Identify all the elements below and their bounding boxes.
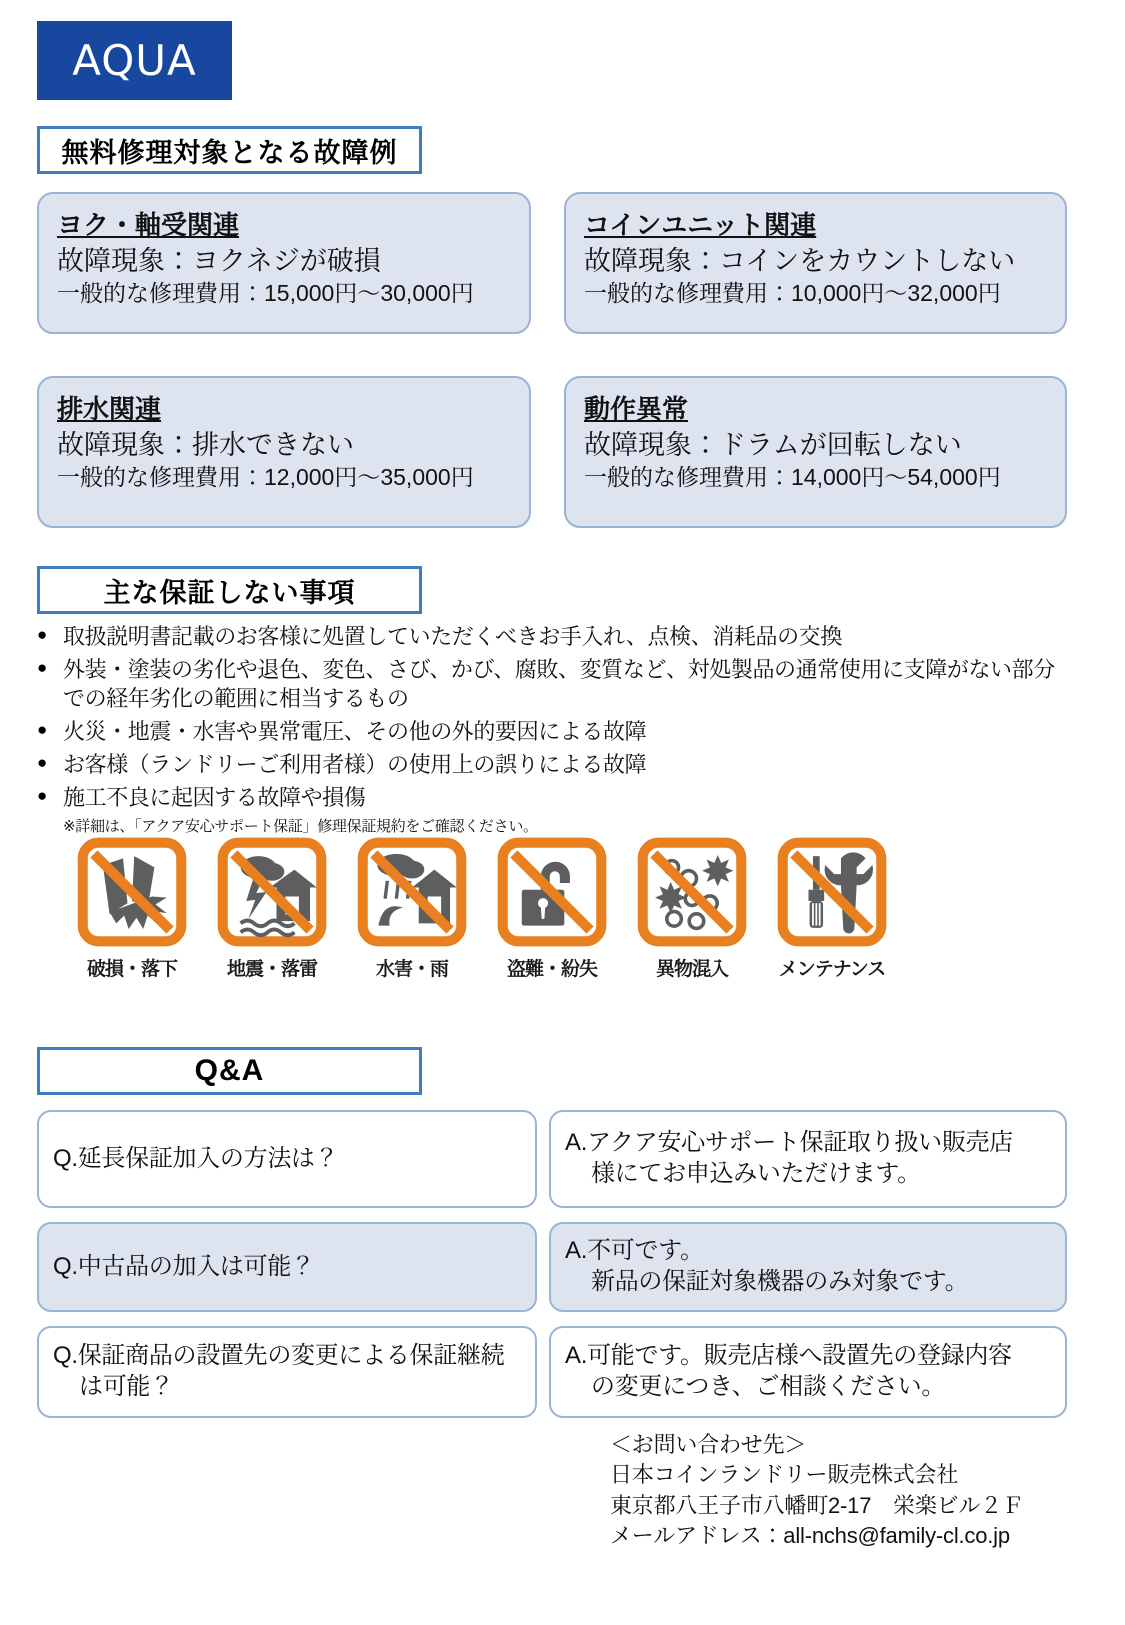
list-item	[37, 717, 1057, 746]
qa-question-line: は可能？	[79, 1373, 174, 1400]
qa-answer-cell	[549, 1326, 1067, 1418]
qa-row	[37, 1110, 1067, 1208]
prohibition-icon-cell	[216, 836, 328, 981]
aqua-logo-text: AQUA	[72, 35, 197, 85]
earthquake-lightning-icon	[216, 836, 328, 948]
failure-example-card	[37, 376, 531, 528]
qa-question-text	[53, 1341, 504, 1402]
exclusion-text: 火災・地震・水害や異常電圧、その他の外的要因による故障	[63, 719, 647, 745]
foreign-object-icon	[636, 836, 748, 948]
qa-answer-line: の変更につき、ご相談ください。	[591, 1373, 946, 1400]
qa-answer-text	[565, 1236, 968, 1297]
prohibition-icon-cell	[636, 836, 748, 981]
list-item	[37, 622, 1057, 651]
qa-row	[37, 1222, 1067, 1312]
qa-question-cell	[37, 1326, 537, 1418]
prohibition-icon-strip	[76, 836, 956, 981]
section-banner-not-covered	[37, 566, 422, 614]
failure-card-title: 動作異常	[584, 394, 689, 424]
exclusion-text: お客様（ランドリーご利用者様）の使用上の誤りによる故障	[63, 752, 647, 778]
qa-answer-cell	[549, 1110, 1067, 1208]
qa-answer-line: A.アクア安心サポート保証取り扱い販売店	[565, 1129, 1013, 1157]
failure-card-title: ヨク・軸受関連	[57, 210, 240, 240]
section-banner-free-repair	[37, 126, 422, 174]
prohibition-icon-caption: 水害・雨	[375, 959, 448, 980]
list-item	[37, 655, 1057, 713]
prohibition-icon-caption: メンテナンス	[778, 959, 886, 980]
bullet-icon: ●	[37, 625, 48, 644]
prohibition-icon-cell	[776, 836, 888, 981]
exclusion-footnote: ※詳細は、「アクア安心サポート保証」修理保証規約をご確認ください。	[63, 818, 538, 836]
failure-example-card	[564, 376, 1067, 528]
prohibition-icon-caption: 盗難・紛失	[506, 959, 597, 980]
contact-email: メールアドレス：all-nchs@family-cl.co.jp	[610, 1523, 1010, 1549]
qa-row	[37, 1326, 1067, 1418]
prohibition-icon-caption: 異物混入	[655, 959, 728, 980]
prohibition-icon-caption: 地震・落雷	[226, 959, 317, 980]
theft-loss-icon	[496, 836, 608, 948]
maintenance-icon	[776, 836, 888, 948]
failure-card-symptom: 故障現象：ヨクネジが破損	[57, 245, 381, 276]
failure-example-card	[564, 192, 1067, 334]
contact-address: 東京都八王子市八幡町2-17 栄楽ビル２Ｆ	[610, 1492, 1024, 1518]
exclusion-text: 施工不良に起因する故障や損傷	[63, 785, 366, 811]
qa-answer-line: 様にてお申込みいただけます。	[591, 1160, 921, 1187]
qa-question-cell	[37, 1110, 537, 1208]
qa-answer-text	[565, 1341, 1012, 1402]
qa-question-cell	[37, 1222, 537, 1312]
flood-rain-icon	[356, 836, 468, 948]
failure-card-cost: 一般的な修理費用：10,000円～32,000円	[584, 280, 1001, 307]
qa-answer-cell	[549, 1222, 1067, 1312]
failure-card-symptom: 故障現象：排水できない	[57, 429, 354, 460]
bullet-icon: ●	[37, 658, 48, 678]
contact-block	[610, 1430, 1080, 1551]
section-banner-qa	[37, 1047, 422, 1095]
failure-card-cost: 一般的な修理費用：14,000円～54,000円	[584, 464, 1001, 491]
qa-question-text: Q.延長保証加入の方法は？	[53, 1144, 339, 1172]
prohibition-icon-caption: 破損・落下	[86, 959, 177, 980]
section-banner-qa-label: Q&A	[194, 1054, 265, 1087]
qa-answer-line: A.不可です。	[565, 1237, 704, 1265]
failure-card-cost: 一般的な修理費用：12,000円～35,000円	[57, 464, 474, 491]
failure-card-symptom: 故障現象：ドラムが回転しない	[584, 429, 962, 460]
list-item	[37, 750, 1057, 779]
contact-company: 日本コインランドリー販売株式会社	[610, 1462, 959, 1488]
failure-example-card	[37, 192, 531, 334]
aqua-logo	[37, 21, 232, 100]
contact-heading: ＜お問い合わせ先＞	[610, 1432, 807, 1457]
bullet-icon: ●	[37, 720, 48, 740]
section-banner-not-covered-label: 主な保証しない事項	[103, 577, 356, 608]
exclusion-text: 外装・塗装の劣化や退色、変色、さび、かび、腐敗、変質など、対処製品の通常使用に支障がない部分での経年劣化の範囲に相当するもの	[63, 657, 1055, 712]
prohibition-icon-cell	[356, 836, 468, 981]
section-banner-free-repair-label: 無料修理対象となる故障例	[61, 137, 398, 168]
qa-answer-text	[565, 1128, 1013, 1189]
exclusion-text: 取扱説明書記載のお客様に処置していただくべきお手入れ、点検、消耗品の交換	[63, 624, 842, 649]
bullet-icon: ●	[37, 786, 48, 806]
bullet-icon: ●	[37, 753, 48, 773]
qa-question-text: Q.中古品の加入は可能？	[53, 1252, 315, 1280]
qa-question-line: Q.保証商品の設置先の変更による保証継続	[53, 1342, 505, 1370]
exclusion-list	[37, 622, 1057, 836]
prohibition-icon-cell	[496, 836, 608, 981]
broken-drop-icon	[76, 836, 188, 948]
list-item	[37, 783, 1057, 812]
failure-card-cost: 一般的な修理費用：15,000円～30,000円	[57, 280, 474, 307]
failure-card-title: コインユニット関連	[584, 210, 817, 240]
prohibition-icon-cell	[76, 836, 188, 981]
qa-answer-line: 新品の保証対象機器のみ対象です。	[591, 1268, 969, 1295]
failure-card-symptom: 故障現象：コインをカウントしない	[584, 245, 1016, 276]
failure-card-title: 排水関連	[57, 394, 162, 424]
qa-answer-line: A.可能です。販売店様へ設置先の登録内容	[565, 1342, 1012, 1370]
